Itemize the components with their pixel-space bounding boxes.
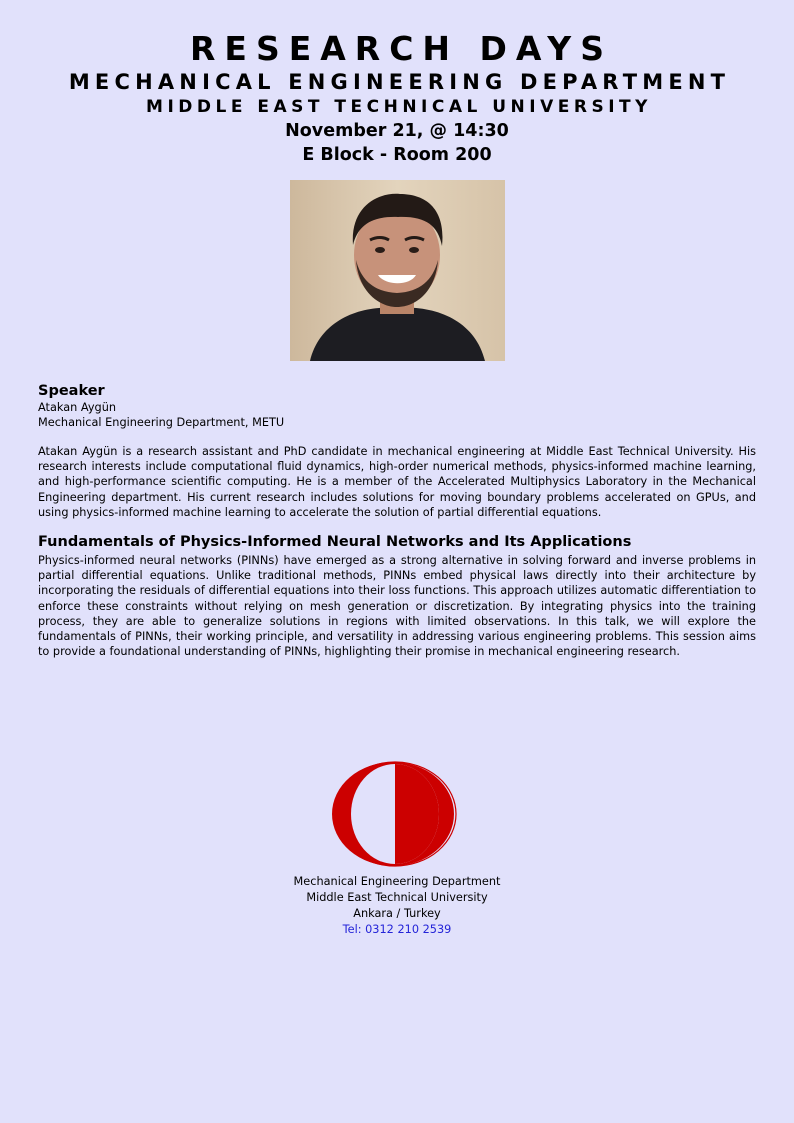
event-date: November 21, @ 14:30 (285, 121, 509, 141)
footer-department: Mechanical Engineering Department (293, 875, 501, 888)
main-content (38, 382, 756, 659)
speaker-photo (290, 180, 505, 361)
speaker-heading: Speaker (38, 383, 105, 399)
footer-university: Middle East Technical University (306, 891, 488, 904)
poster-header (0, 30, 794, 167)
footer-location: Ankara / Turkey (353, 907, 441, 920)
speaker-affiliation: Mechanical Engineering Department, METU (38, 416, 285, 429)
event-title: RESEARCH DAYS (190, 29, 613, 68)
university-name: MIDDLE EAST TECHNICAL UNIVERSITY (146, 97, 652, 117)
talk-title: Fundamentals of Physics-Informed Neural Networks and Its Applications (38, 534, 632, 551)
department-name: MECHANICAL ENGINEERING DEPARTMENT (68, 70, 731, 94)
poster-footer (0, 874, 794, 938)
speaker-bio: Atakan Aygün is a research assistant and PhD candidate in mechanical engineering at Middle East Technical University. His research interests include computational fluid dynamics, high-order numerical methods, physics-informed machine learning, and high-performance scientific computing. He is a member of the Accelerated Multiphysics Laboratory in the Mechanical Engineering department. His current research includes solutions for moving boundary problems accelerated on GPUs, and using physics-informed machine learning to accelerate the solution of partial differential equations. (38, 445, 756, 519)
speaker-name: Atakan Aygün (38, 401, 117, 414)
event-room: E Block - Room 200 (302, 145, 492, 165)
talk-abstract: Physics-informed neural networks (PINNs) have emerged as a strong alternative in solving forward and inverse problems in partial differential equations. Unlike traditional methods, PINNs embed physical laws directly into their architecture by incorporating the residuals of differential equations into their loss functions. This approach utilizes automatic differentiation to enforce these constraints without relying on mesh generation or discretization. By integrating physics into the training process, they are able to generalize solutions in regions with limited observations. In this talk, we will explore the fundamentals of PINNs, their working principle, and versatility in addressing various engineering problems. This session aims to provide a foundational understanding of PINNs, highlighting their promise in mechanical engineering research. (38, 554, 756, 659)
metu-logo (331, 761, 459, 869)
phone-link[interactable]: Tel: 0312 210 2539 (342, 923, 452, 936)
